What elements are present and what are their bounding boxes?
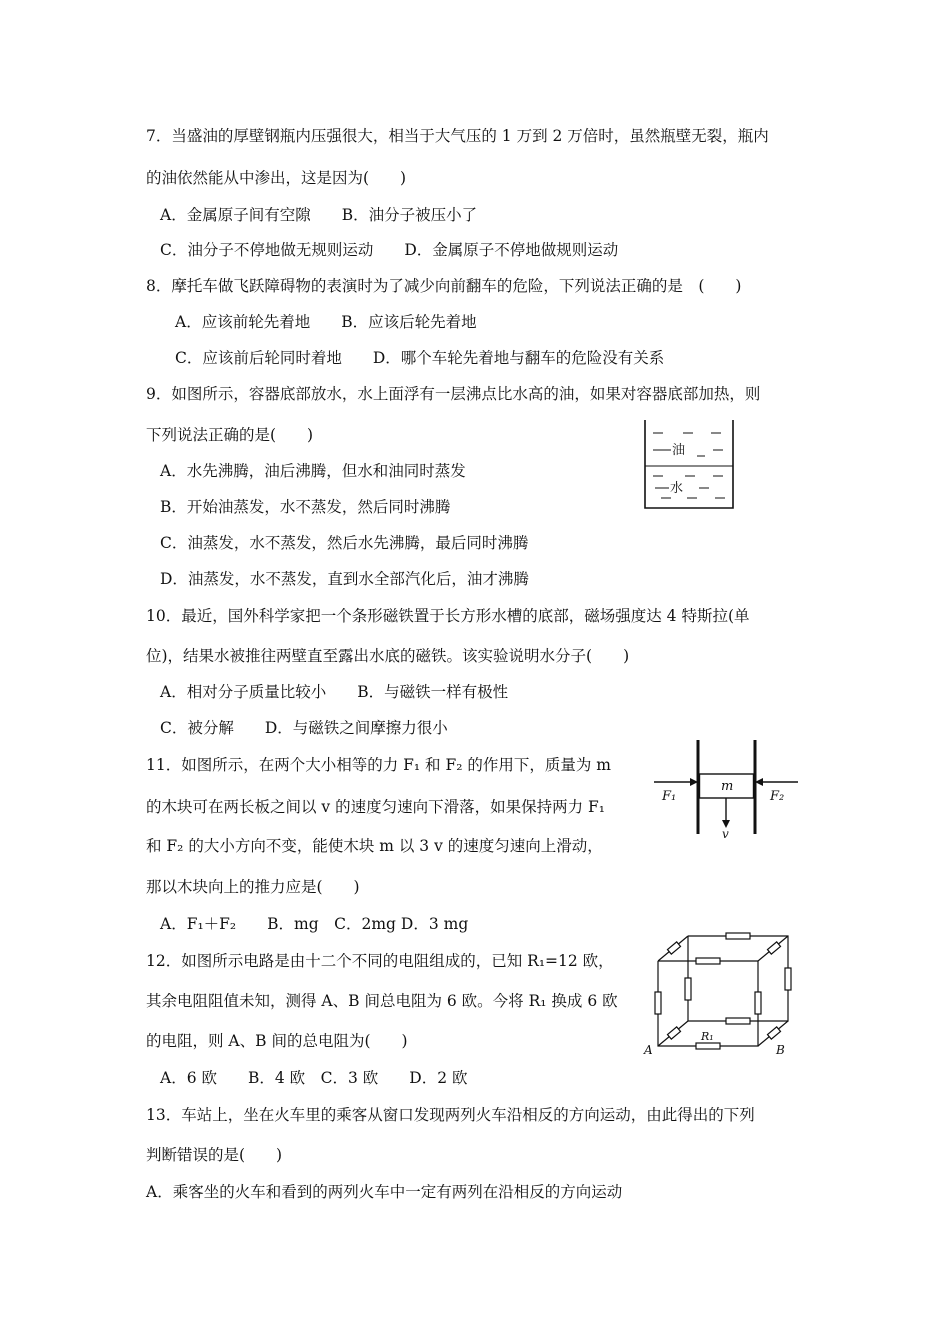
q9-stem-line2: 下列说法正确的是( ) xyxy=(146,426,314,444)
q12-circuit-figure xyxy=(640,926,800,1058)
q9-stem-line1: 9．如图所示，容器底部放水，水上面浮有一层沸点比水高的油，如果对容器底部加热，则 xyxy=(146,385,761,403)
q11-options: A．F₁＋F₂ B．mg C．2mg D．3 mg xyxy=(160,915,469,933)
q7-options-cd: C．油分子不停地做无规则运动 D．金属原子不停地做规则运动 xyxy=(160,241,619,259)
q9-option-d: D．油蒸发，水不蒸发，直到水全部汽化后，油才沸腾 xyxy=(160,570,529,588)
q11-stem-line3: 和 F₂ 的大小方向不变，能使木块 m 以 3 v 的速度匀速向上滑动， xyxy=(146,837,603,855)
q10-stem-line2: 位)，结果水被推往两壁直至露出水底的磁铁。该实验说明水分子( ) xyxy=(146,647,630,665)
q9-fig-oil-label: 油 xyxy=(672,443,686,458)
q7-stem-line2: 的油依然能从中渗出，这是因为( ) xyxy=(146,169,407,187)
q12-stem-line1: 12．如图所示电路是由十二个不同的电阻组成的，已知 R₁=12 欧， xyxy=(146,952,614,970)
q11-fig-f2-label: F₂ xyxy=(770,789,785,804)
q11-block-figure xyxy=(650,738,800,838)
q9-fig-water-label: 水 xyxy=(670,481,684,496)
q11-stem-line4: 那以木块向上的推力应是( ) xyxy=(146,878,360,896)
q7-stem-line1: 7．当盛油的厚壁钢瓶内压强很大，相当于大气压的 1 万到 2 万倍时，虽然瓶壁无裂，瓶内 xyxy=(146,127,769,145)
q11-stem-line2: 的木块可在两长板之间以 v 的速度匀速向下滑落，如果保持两力 F₁ xyxy=(146,798,606,816)
q13-stem-line1: 13．车站上，坐在火车里的乘客从窗口发现两列火车沿相反的方向运动，由此得出的下列 xyxy=(146,1106,755,1124)
q13-stem-line2: 判断错误的是( ) xyxy=(146,1146,283,1164)
q9-option-c: C．油蒸发，水不蒸发，然后水先沸腾，最后同时沸腾 xyxy=(160,534,529,552)
q8-options-ab: A．应该前轮先着地 B．应该后轮先着地 xyxy=(175,313,477,331)
q11-stem-line1: 11．如图所示，在两个大小相等的力 F₁ 和 F₂ 的作用下，质量为 m xyxy=(146,756,611,774)
q12-fig-node-a: A xyxy=(644,1043,653,1057)
q13-option-a: A．乘客坐的火车和看到的两列火车中一定有两列在沿相反的方向运动 xyxy=(146,1183,623,1201)
q11-fig-mass-label: m xyxy=(721,779,734,794)
q12-stem-line2: 其余电阻阻值未知，测得 A、B 间总电阻为 6 欧。今将 R₁ 换成 6 欧 xyxy=(146,992,618,1010)
q12-options: A．6 欧 B．4 欧 C．3 欧 D．2 欧 xyxy=(160,1069,468,1087)
q10-options-ab: A．相对分子质量比较小 B．与磁铁一样有极性 xyxy=(160,683,509,701)
q12-fig-node-b: B xyxy=(776,1043,785,1057)
q11-fig-velocity-label: v xyxy=(722,827,729,838)
q10-stem-line1: 10．最近，国外科学家把一个条形磁铁置于长方形水槽的底部，磁场强度达 4 特斯拉(单 xyxy=(146,607,750,625)
q7-options-ab: A．金属原子间有空隙 B．油分子被压小了 xyxy=(160,206,478,224)
q11-fig-f1-label: F₁ xyxy=(662,789,677,804)
q10-options-cd: C．被分解 D．与磁铁之间摩擦力很小 xyxy=(160,719,448,737)
q9-container-figure xyxy=(643,418,735,510)
q8-stem: 8．摩托车做飞跃障碍物的表演时为了减少向前翻车的危险，下列说法正确的是 ( ) xyxy=(146,277,742,295)
q8-options-cd: C．应该前后轮同时着地 D．哪个车轮先着地与翻车的危险没有关系 xyxy=(175,349,665,367)
q12-fig-r1-label: R₁ xyxy=(701,1030,714,1043)
q12-stem-line3: 的电阻，则 A、B 间的总电阻为( ) xyxy=(146,1032,408,1050)
q9-option-b: B．开始油蒸发，水不蒸发，然后同时沸腾 xyxy=(160,498,451,516)
q9-option-a: A．水先沸腾，油后沸腾，但水和油同时蒸发 xyxy=(160,462,466,480)
